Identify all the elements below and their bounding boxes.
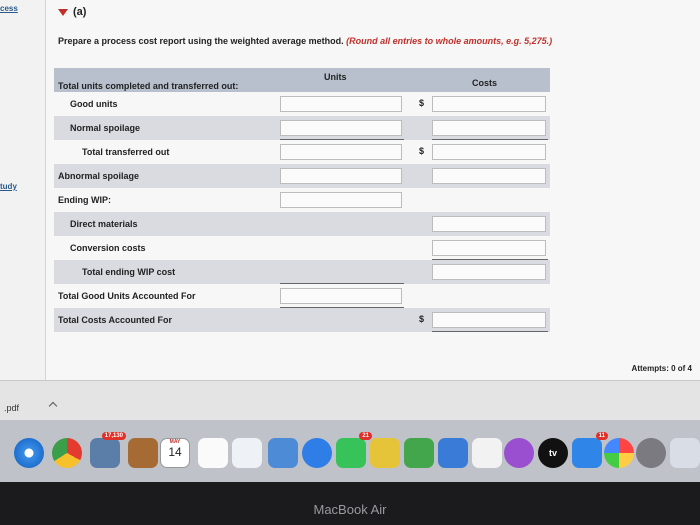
section-toggle[interactable] [58,6,86,18]
keynote-icon[interactable] [438,438,468,468]
row-label: Conversion costs [70,243,146,253]
currency-symbol: $ [419,98,425,108]
abnormal-spoilage-costs-input[interactable] [432,168,546,184]
cost-report-table [54,68,550,332]
pages-icon[interactable] [370,438,400,468]
table-row-total-costs-accounted [54,308,550,332]
laptop-bezel [0,482,700,525]
calendar-day: 14 [168,445,182,459]
attempts-counter: Attempts: 0 of 4 [631,364,692,373]
normal-spoilage-units-input[interactable] [280,120,402,136]
notes-book-icon[interactable] [128,438,158,468]
safari-icon[interactable] [14,438,44,468]
row-label: Total transferred out [82,147,170,157]
system-preferences-icon[interactable] [636,438,666,468]
numbers-icon[interactable] [404,438,434,468]
total-transferred-units-input[interactable] [280,144,402,160]
section-label: (a) [73,6,87,18]
table-row-conversion-costs [54,236,550,260]
photos-icon[interactable] [604,438,634,468]
total-costs-accounted-input[interactable] [432,312,546,328]
question-panel [46,0,700,380]
column-header-units: Units [324,72,347,82]
currency-symbol: $ [419,314,425,324]
row-label: Good units [70,99,118,109]
good-units-units-input[interactable] [280,96,402,112]
instruction-note: (Round all entries to whole amounts, e.g. 5,275.) [346,36,553,46]
good-units-costs-input[interactable] [432,96,546,112]
instruction-main: Prepare a process cost report using the weighted average method. [58,36,344,46]
row-label: Total Costs Accounted For [58,315,173,325]
notification-badge: 11 [596,432,608,440]
caret-down-icon [58,9,68,16]
download-file-name[interactable]: .pdf [4,403,20,413]
brand-label: MacBook Air [313,502,387,517]
row-label: Abnormal spoilage [58,171,140,181]
tv-app-icon[interactable]: tv [538,438,568,468]
notification-badge: 21 [359,432,372,440]
calendar-month: MAY [169,439,181,445]
photos-app-icon[interactable] [90,433,123,468]
table-row-abnormal-spoilage [54,164,550,188]
notes-icon[interactable] [198,438,228,468]
row-label: Total ending WIP cost [82,267,176,277]
music-icon[interactable] [472,438,502,468]
normal-spoilage-costs-input[interactable] [432,120,546,136]
total-ending-wip-costs-input[interactable] [432,264,546,280]
conversion-costs-costs-input[interactable] [432,240,546,256]
total-transferred-costs-input[interactable] [432,144,546,160]
chevron-up-icon[interactable] [49,402,57,410]
row-label: Normal spoilage [70,123,141,133]
total-rule [432,331,548,332]
chrome-icon[interactable] [52,438,82,468]
maps-icon[interactable] [268,438,298,468]
sidebar-link-access[interactable]: cess [0,4,18,13]
row-label: Ending WIP: [58,195,111,205]
abnormal-spoilage-units-input[interactable] [280,168,402,184]
messages-icon[interactable] [336,433,369,468]
downloads-bar [0,380,700,420]
row-label-total-completed: Total units completed and transferred out: [58,81,239,91]
notification-badge: 17,130 [102,432,126,440]
instruction-text [58,36,552,46]
row-label: Direct materials [70,219,138,229]
table-header-row [54,68,550,92]
dock [0,420,700,482]
table-row-total-transferred [54,140,550,164]
ending-wip-units-input[interactable] [280,192,402,208]
podcasts-icon[interactable] [504,438,534,468]
table-row-normal-spoilage [54,116,550,140]
currency-symbol: $ [419,146,425,156]
table-row-good-units [54,92,550,116]
left-sidebar [0,0,46,420]
table-row-total-units-accounted [54,284,550,308]
table-row-direct-materials [54,212,550,236]
messages-bubble-icon[interactable] [302,438,332,468]
preview-icon[interactable] [670,438,700,468]
direct-materials-costs-input[interactable] [432,216,546,232]
row-label: Total Good Units Accounted For [58,291,196,301]
app-store-icon[interactable] [572,433,605,468]
sidebar-link-study[interactable]: tudy [0,182,17,191]
reminders-icon[interactable] [232,438,262,468]
total-units-accounted-input[interactable] [280,288,402,304]
calendar-icon[interactable] [160,438,190,468]
table-row-total-ending-wip [54,260,550,284]
column-header-costs: Costs [472,78,498,88]
table-row-ending-wip [54,188,550,212]
